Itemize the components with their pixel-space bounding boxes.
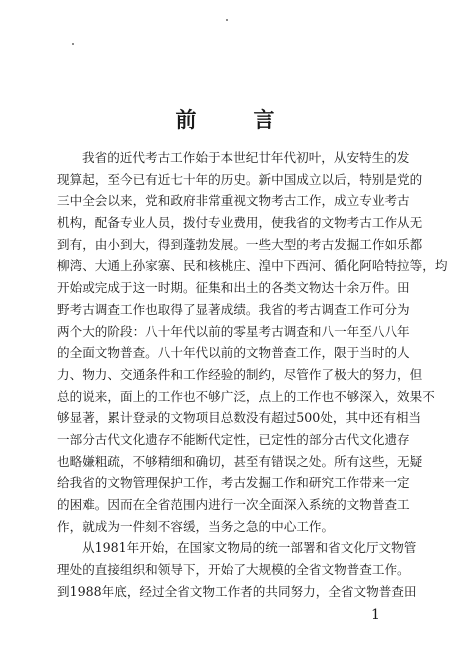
text-line: 我省的近代考古工作始于本世纪廿年代初叶，从安特生的发 <box>82 150 410 165</box>
text-line: 给我省的文物管理保护工作，考古发掘工作和研究工作带来一定 <box>57 475 410 491</box>
text-line: 够显著，累计登录的文物项目总数没有超过500处，其中还有相当 <box>57 410 422 426</box>
text-line: 作，就成为一件刻不容缓，当务之急的中心工作。 <box>57 518 335 534</box>
text-line: 从1981年开始，在国家文物局的统一部署和省文化厅文物管 <box>82 540 417 556</box>
page-title: 前 言 <box>175 107 293 132</box>
text-line: 的困难。因而在全省范围内进行一次全面深入系统的文物普查工 <box>57 497 410 512</box>
text-line: 两个大的阶段：八十年代以前的零星考古调查和八一年至八八年 <box>57 323 410 339</box>
print-speck <box>72 43 74 45</box>
text-line: 的全面文物普查。八十年代以前的文物普查工作，限于当时的人 <box>57 345 410 361</box>
text-line: 开始或完成于这一时期。征集和出土的各类文物达十余万件。田 <box>57 280 410 296</box>
text-line: 到有，由小到大，得到蓬勃发展。一些大型的考古发掘工作如乐都 <box>57 236 423 252</box>
text-line: 也略嫌粗疏，不够精细和确切，甚至有错误之处。所有这些，无疑 <box>57 453 423 469</box>
text-line: 总的说来，面上的工作也不够广泛，点上的工作也不够深入，效果不 <box>57 388 435 404</box>
text-line: 机构，配备专业人员，拨付专业费用，使我省的文物考古工作从无 <box>57 215 423 231</box>
text-line: 理处的直接组织和领导下，开始了大规模的全省文物普查工作。 <box>57 562 410 578</box>
text-line: 三中全会以来，党和政府非常重视文物考古工作，成立专业考古 <box>57 193 410 209</box>
text-line: 一部分古代文化遗存不能断代定性，已定性的部分古代文化遗存 <box>57 431 410 447</box>
text-line: 到1988年底，经过全省文物工作者的共同努力，全省文物普查田 <box>57 583 417 599</box>
paragraph <box>57 537 417 602</box>
text-line: 力、物力、交通条件和工作经验的制约，尽管作了极大的努力，但 <box>57 366 423 382</box>
text-line: 柳湾、大通上孙家寨、民和核桃庄、湟中下西河、循化阿哈特拉等，均 <box>57 258 448 274</box>
text-line: 现算起，至今已有近七十年的历史。新中国成立以后，特别是党的 <box>57 171 423 187</box>
page-number: 1 <box>371 607 380 623</box>
print-speck <box>226 19 228 21</box>
body-text <box>57 147 448 602</box>
paragraph <box>57 147 448 537</box>
text-line: 野考古调查工作也取得了显著成绩。我省的考古调查工作可分为 <box>57 301 410 317</box>
